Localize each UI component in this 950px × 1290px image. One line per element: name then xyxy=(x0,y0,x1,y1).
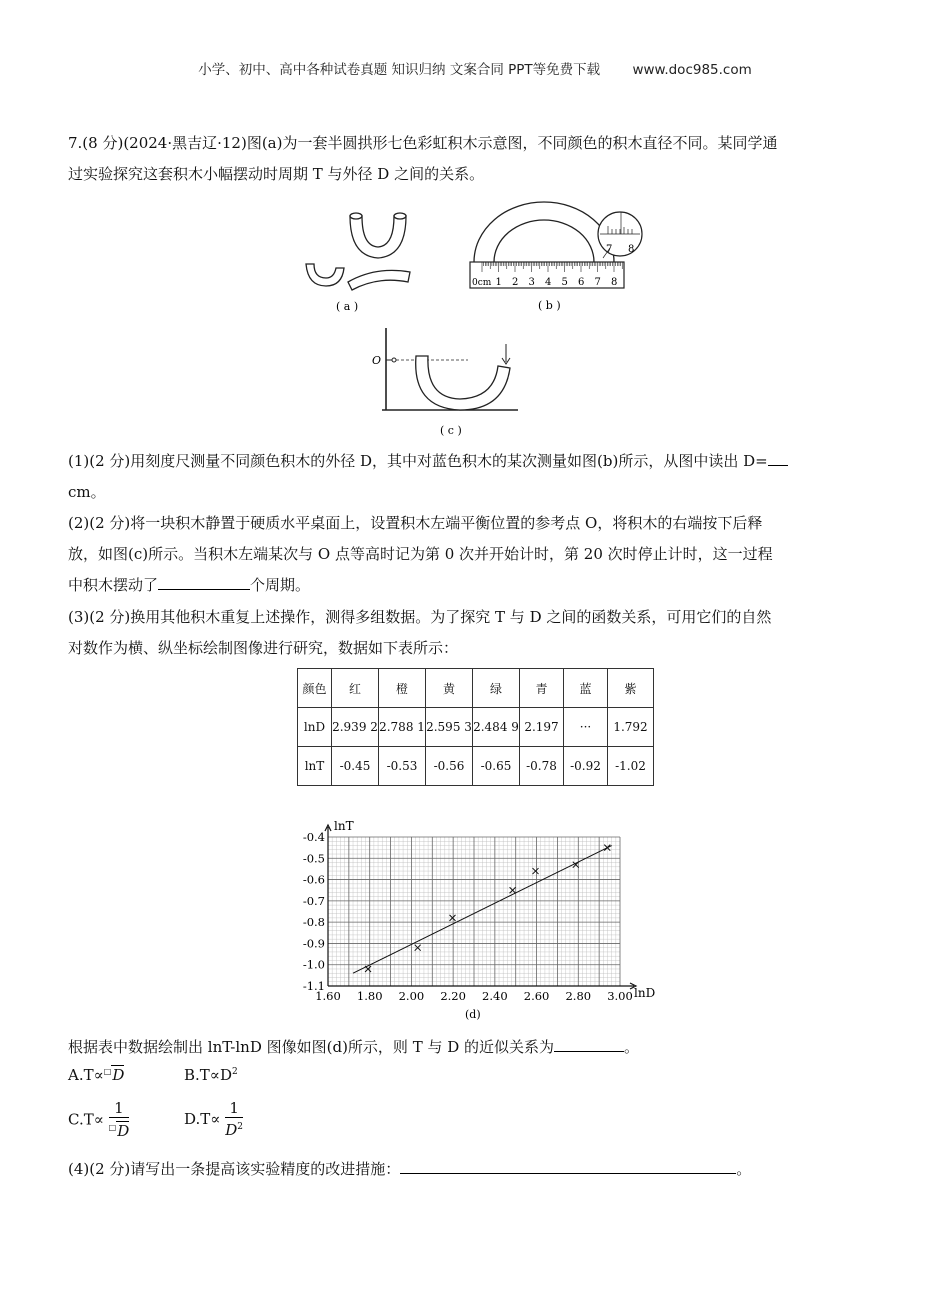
x-axis-label: lnD xyxy=(634,986,656,1000)
table-cell: -0.45 xyxy=(332,747,379,786)
x-tick-label: 1.60 xyxy=(315,989,341,1003)
block-arch-small xyxy=(306,264,344,286)
ruler-number: 7 xyxy=(594,277,601,288)
table-cell: ··· xyxy=(564,708,608,747)
table-row-lnD xyxy=(298,708,654,747)
answer-blank-2[interactable] xyxy=(158,572,250,590)
ruler-number: 4 xyxy=(545,277,552,288)
caption-d: (d) xyxy=(465,1008,481,1021)
header-site: www.doc985.com xyxy=(632,62,752,78)
part-3-line-1: (3)(2 分)换用其他积木重复上述操作，测得多组数据。为了探究 T 与 D 之间的函数关系，可用它们的自然 xyxy=(68,608,772,626)
y-tick-label: -1.0 xyxy=(302,957,325,972)
table-cell: 绿 xyxy=(473,669,520,708)
y-tick-label: -0.5 xyxy=(302,851,325,866)
table-cell: -0.92 xyxy=(564,747,608,786)
option-b-label: B.T∝D xyxy=(184,1066,232,1084)
table-row-lnT xyxy=(298,747,654,786)
option-a[interactable]: A.T∝□D xyxy=(68,1066,125,1084)
ruler-number: 3 xyxy=(528,277,535,288)
option-a-label: A.T∝ xyxy=(68,1066,104,1084)
option-b-exponent: 2 xyxy=(231,1067,238,1077)
x-tick-label: 2.20 xyxy=(440,989,466,1003)
option-d-numerator: 1 xyxy=(225,1100,243,1118)
table-cell: -0.78 xyxy=(520,747,564,786)
x-tick-label: 2.40 xyxy=(482,989,508,1003)
table-row-header xyxy=(298,669,654,708)
data-table xyxy=(297,668,654,786)
option-c-fraction: $\frac{1}{^□D}$ xyxy=(108,1099,130,1140)
y-tick-label: -0.4 xyxy=(302,830,325,844)
table-cell: lnT xyxy=(298,747,332,786)
table-cell: 红 xyxy=(332,669,379,708)
arch-inner xyxy=(494,220,594,262)
table-cell: 2.484 9 xyxy=(473,708,520,747)
zoom-label-7: 7 xyxy=(606,244,613,255)
table-cell: 紫 xyxy=(608,669,654,708)
table-cell: 2.939 2 xyxy=(332,708,379,747)
y-tick-label: -0.6 xyxy=(302,872,325,887)
y-tick-label: -0.9 xyxy=(302,936,325,951)
x-tick-label: 2.00 xyxy=(398,989,425,1003)
option-d[interactable] xyxy=(184,1100,243,1140)
part-3-ask: 根据表中数据绘制出 lnT-lnD 图像如图(d)所示，则 T 与 D 的近似关系为 xyxy=(68,1038,555,1056)
page-header xyxy=(0,58,950,78)
answer-blank-1[interactable] xyxy=(768,448,788,466)
caption-c: ( c ) xyxy=(440,424,462,437)
table-cell: 青 xyxy=(520,669,564,708)
caption-a: ( a ) xyxy=(336,300,359,313)
label-o: O xyxy=(372,354,382,367)
part-2-line-3b: 个周期。 xyxy=(250,576,311,594)
ruler-number: 2 xyxy=(512,277,519,288)
part-3-line-2: 对数作为横、纵坐标绘制图像进行研究，数据如下表所示： xyxy=(68,639,459,657)
block-arch-large xyxy=(350,216,406,258)
option-d-exponent: 2 xyxy=(237,1122,243,1132)
table-cell: 橙 xyxy=(379,669,426,708)
part-4-text: (4)(2 分)请写出一条提高该实验精度的改进措施： xyxy=(68,1160,401,1178)
ruler-zero: 0cm xyxy=(472,278,492,288)
part-1-text: (1)(2 分)用刻度尺测量不同颜色积木的外径 D，其中对蓝色积木的某次测量如图(b)所示，从图中读出 D= xyxy=(68,452,768,470)
ruler-number: 6 xyxy=(578,277,585,288)
part-3-question xyxy=(68,1032,880,1063)
part-2-line-1: (2)(2 分)将一块积木静置于硬质水平桌面上，设置积木左端平衡位置的参考点 O，将积木的右端按下后释 xyxy=(68,514,763,532)
caption-b: ( b ) xyxy=(538,299,561,312)
part-2-line-2: 放，如图(c)所示。当积木左端某次与 O 点等高时记为第 0 次并开始计时，第 20 次时停止计时，这一过程 xyxy=(68,545,773,563)
table-cell: lnD xyxy=(298,708,332,747)
option-d-denominator: D xyxy=(225,1121,238,1139)
intro-line-2: 过实验探究这套积木小幅摆动时周期 T 与外径 D 之间的关系。 xyxy=(68,165,485,183)
y-axis-label: lnT xyxy=(334,820,354,833)
x-tick-label: 2.60 xyxy=(523,989,550,1003)
part-3-end: 。 xyxy=(624,1038,640,1056)
ruler-number: 5 xyxy=(561,277,568,288)
table-cell: -0.65 xyxy=(473,747,520,786)
option-c-denominator: D xyxy=(117,1122,130,1140)
table-cell: 黄 xyxy=(426,669,473,708)
tilted-block xyxy=(416,356,510,410)
ruler-number: 8 xyxy=(611,277,618,288)
part-1 xyxy=(68,446,880,508)
table-cell: 2.197 xyxy=(520,708,564,747)
point-o xyxy=(392,358,396,362)
ruler-number: 1 xyxy=(495,277,502,288)
part-4 xyxy=(68,1154,880,1185)
block-arch-large-end-right xyxy=(394,213,406,219)
part-1-unit: cm。 xyxy=(68,483,106,501)
header-text: 小学、初中、高中各种试卷真题 知识归纳 文案合同 PPT等免费下载 xyxy=(198,62,601,78)
y-tick-label: -0.7 xyxy=(302,893,325,908)
figure-c xyxy=(368,322,528,440)
table-cell: 蓝 xyxy=(564,669,608,708)
block-arch-large-end xyxy=(350,213,362,219)
block-arch-medium xyxy=(348,270,410,290)
question-intro xyxy=(68,128,880,190)
option-d-label: D.T∝ xyxy=(184,1110,221,1128)
y-tick-label: -0.8 xyxy=(302,915,325,930)
x-tick-label: 3.00 xyxy=(607,989,633,1003)
option-a-radical: D xyxy=(112,1066,125,1084)
table-cell: 颜色 xyxy=(298,669,332,708)
part-2 xyxy=(68,508,880,601)
option-b[interactable] xyxy=(184,1066,238,1084)
part-4-end: 。 xyxy=(736,1160,752,1178)
x-tick-label: 1.80 xyxy=(356,989,383,1003)
part-3 xyxy=(68,602,880,664)
y-tick-label: -1.1 xyxy=(302,979,325,993)
zoom-label-8: 8 xyxy=(628,244,635,255)
figure-b xyxy=(468,196,648,318)
intro-line-1: 7.(8 分)(2024·黑吉辽·12)图(a)为一套半圆拱形七色彩虹积木示意图，不同颜色的积木直径不同。某同学通 xyxy=(68,134,778,152)
answer-blank-4[interactable] xyxy=(400,1156,736,1174)
option-c[interactable] xyxy=(68,1100,129,1141)
table-cell: -0.56 xyxy=(426,747,473,786)
x-tick-label: 2.80 xyxy=(565,989,592,1003)
figure-d-chart xyxy=(290,820,660,1025)
table-cell: 2.788 1 xyxy=(379,708,426,747)
table-cell: 2.595 3 xyxy=(426,708,473,747)
table-cell: -0.53 xyxy=(379,747,426,786)
option-d-fraction xyxy=(225,1100,243,1140)
table-cell: -1.02 xyxy=(608,747,654,786)
option-c-label: C.T∝ xyxy=(68,1110,104,1129)
table-cell: 1.792 xyxy=(608,708,654,747)
answer-blank-3[interactable] xyxy=(554,1034,624,1052)
part-2-line-3a: 中积木摆动了 xyxy=(68,576,159,594)
figure-a xyxy=(298,208,418,316)
option-c-numerator: 1 xyxy=(109,1100,130,1118)
